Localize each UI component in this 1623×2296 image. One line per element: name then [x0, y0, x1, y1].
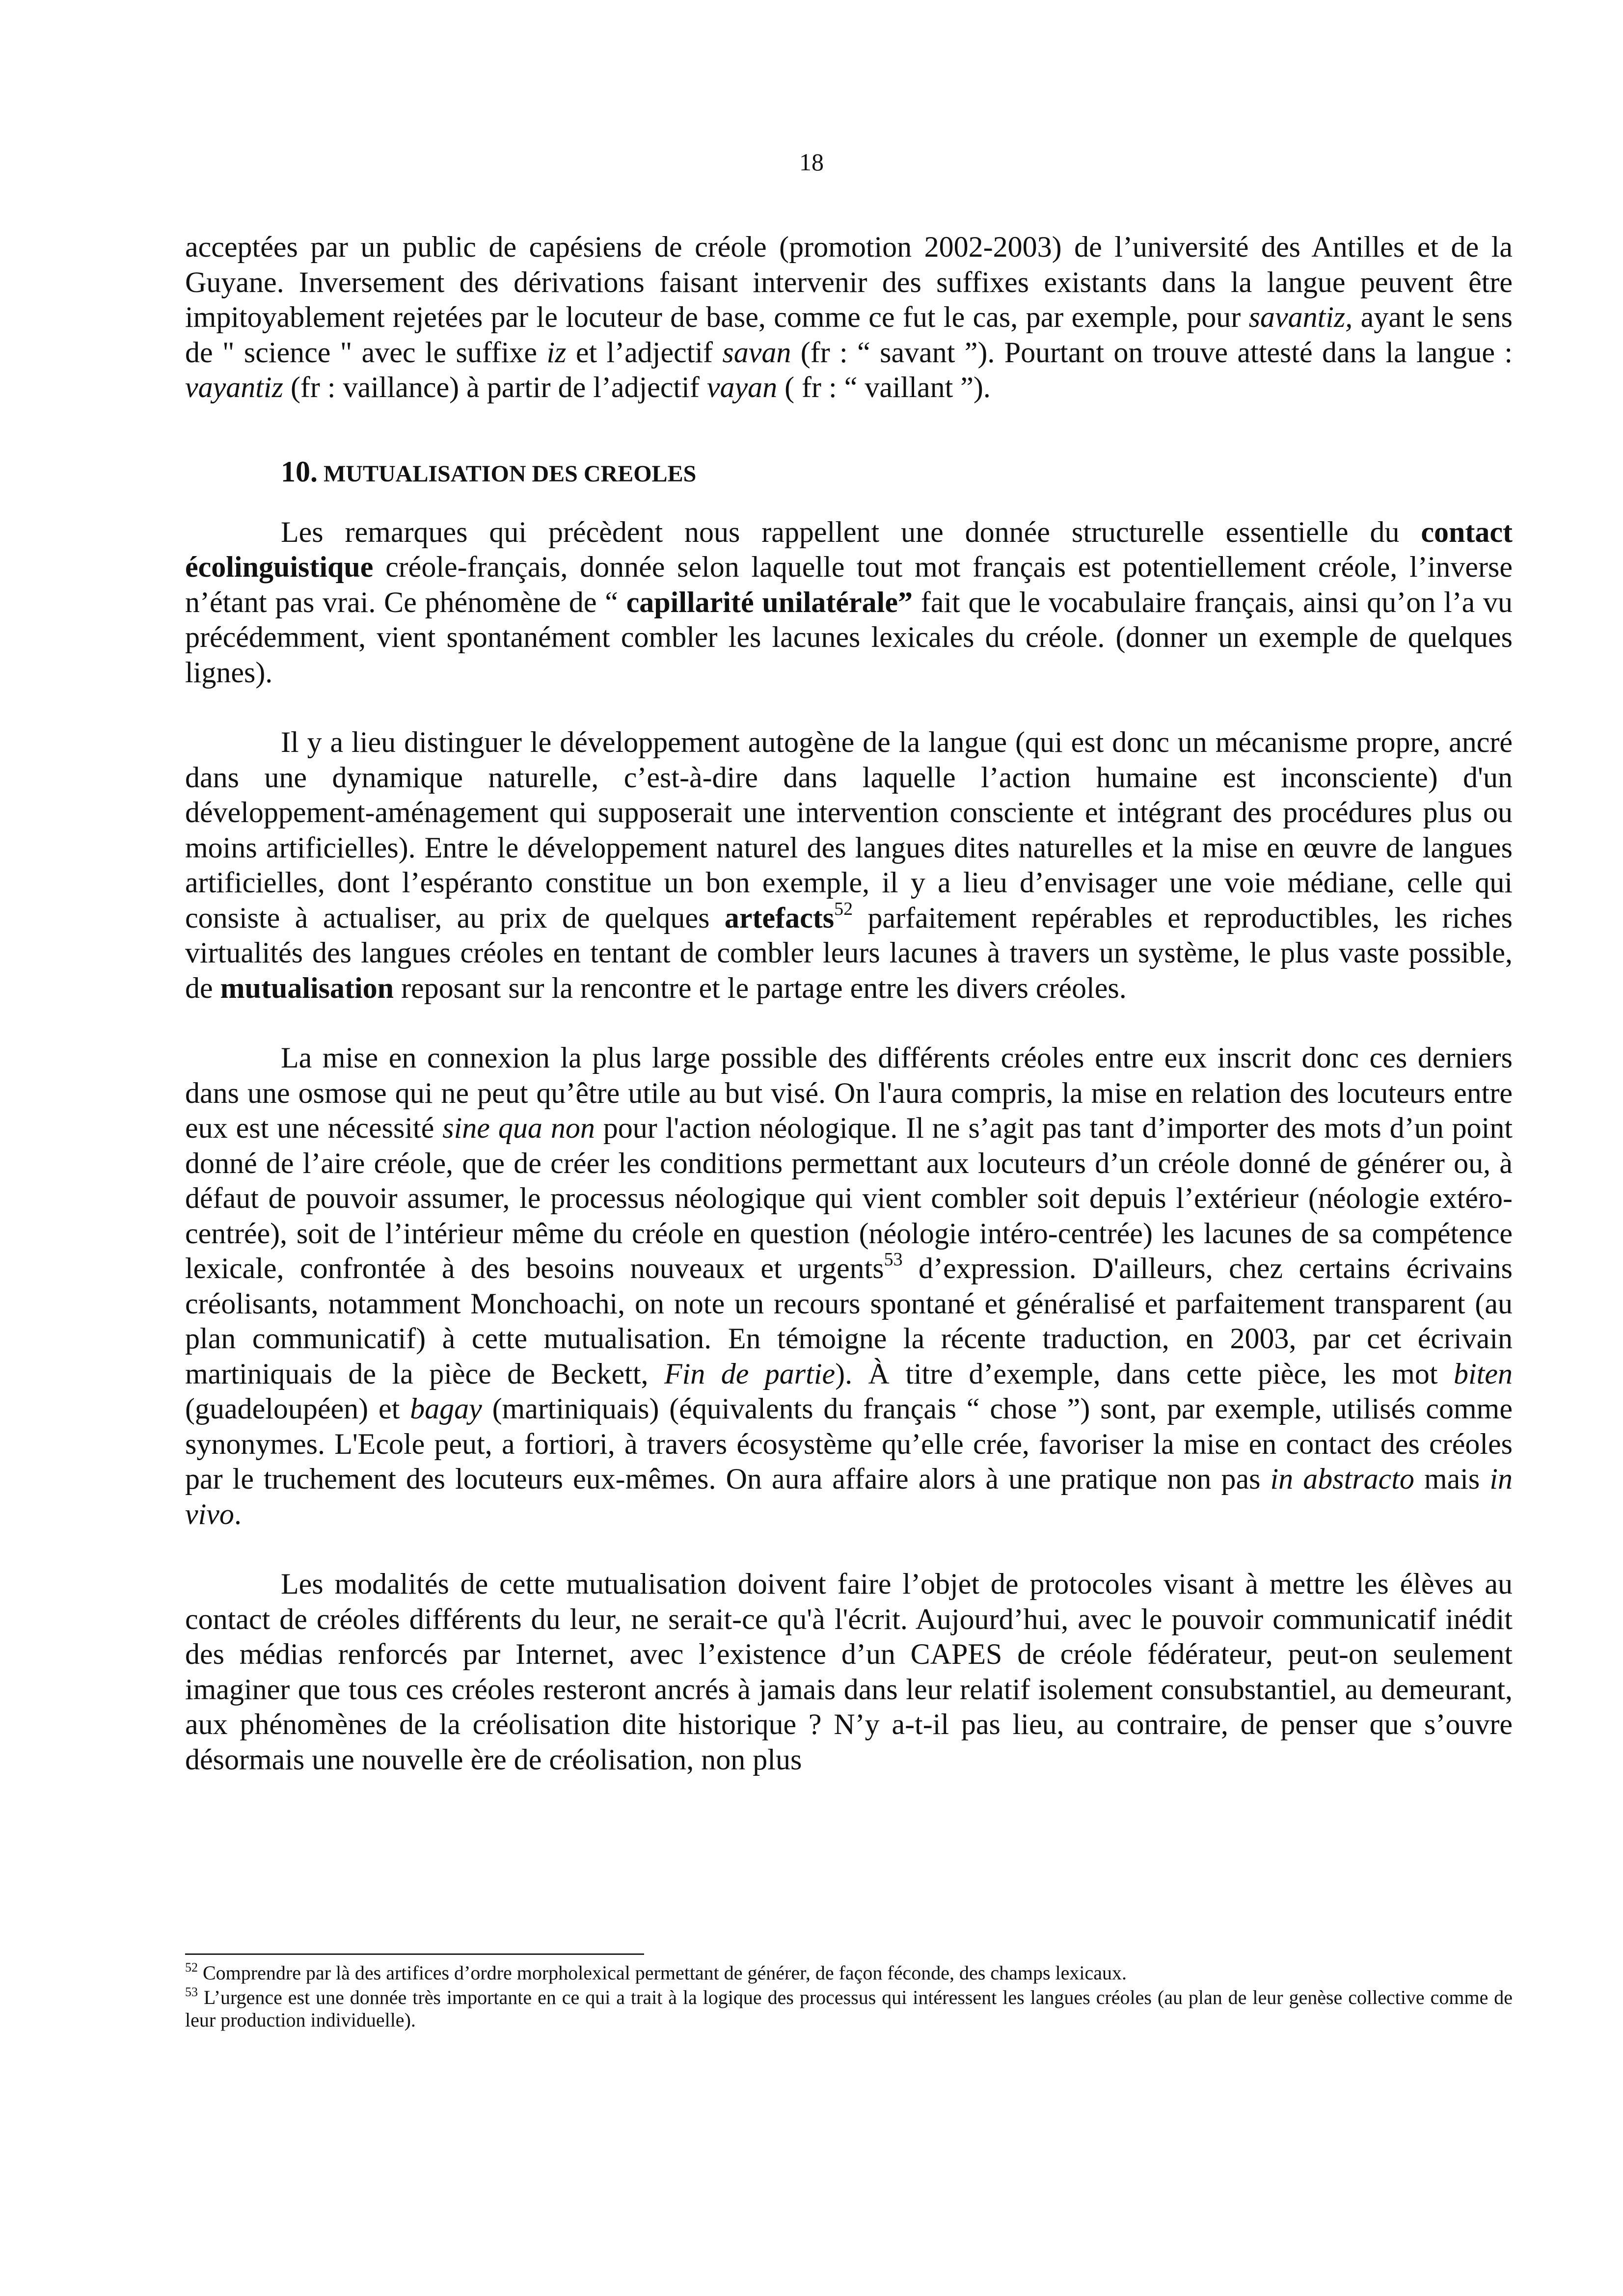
section-number: 10. [281, 455, 318, 488]
body-text [185, 230, 1513, 1777]
italic-term: bagay [410, 1392, 482, 1425]
bold-term: capillarité unilatérale” [626, 586, 913, 618]
footnote-text: L’urgence est une donnée très importante en ce qui a trait à la logique des processus qui intéressent les langues créoles (au plan de leur genèse collective comme de leur production individuelle). [185, 1986, 1513, 2031]
bold-term: contact écolinguistique [185, 515, 1513, 583]
text-run: créole-français, donnée selon laquelle tout mot français est potentiellement créole, l’inverse n’étant pas vrai. Ce phénomène de “ [185, 551, 1513, 618]
text-run: . [234, 1497, 242, 1530]
italic-title: Fin de partie [664, 1357, 836, 1390]
text-run: (martiniquais) (équivalents du français “ chose ”) sont, par exemple, utilisés comme synonymes. L'Ecole peut, a fortiori, à travers écosystème qu’elle crée, favoriser la mise en contact des créoles par le truchement des locuteurs eux-mêmes. On aura affaire alors à une pratique non pas [185, 1392, 1513, 1495]
text-run: ayant le sens de " science " avec le suffixe [185, 301, 1513, 369]
text-run: d’expression. D'ailleurs, chez certains écrivains créolisants, notamment Monchoachi, on note un recours spontané et généralisé et parfaitement transparent (au plan communicatif) à cette mutualisation. En témoigne la récente traduction, en 2003, par cet écrivain martiniquais de la pièce de Beckett, [185, 1252, 1513, 1390]
footnote-divider [185, 1953, 644, 1955]
text-run: fait que le vocabulaire français, ainsi qu’on l’a vu précédemment, vient spontanément combler les lacunes lexicales du créole. (donner un exemple de quelques lignes). [185, 586, 1513, 689]
paragraph-5 [185, 1567, 1513, 1777]
text-run: pour l'action néologique. Il ne s’agit pas tant d’importer des mots d’un point donné de l’aire créole, que de créer les conditions permettant aux locuteurs d’un créole donné de générer ou, à défaut de pouvoir assumer, le processus néologique qui vient combler soit depuis l’extérieur (néologie extéro-centrée), soit de l’intérieur même du créole en question (néologie intéro-centrée) les lacunes de sa compétence lexicale, confrontée à des besoins nouveaux et urgents [185, 1112, 1513, 1284]
text-run: Les modalités de cette mutualisation doivent faire l’objet de protocoles visant à mettre les élèves au contact de créoles différents du leur, ne serait-ce qu'à l'écrit. Aujourd’hui, avec le pouvoir communicatif inédit des médias renforcés par Internet, avec l’existence d’un CAPES de créole fédérateur, peut-on seulement imaginer que tous ces créoles resteront ancrés à jamais dans leur relatif isolement consubstantiel, au demeurant, aux phénomènes de la créolisation dite historique ? N’y a-t-il pas lieu, au contraire, de penser que s’ouvre désormais une nouvelle ère de créolisation, non plus [185, 1568, 1513, 1776]
term-savantiz: savantiz, [1248, 301, 1353, 333]
footnote-text: Comprendre par là des artifices d’ordre morpholexical permettant de générer, de façon féconde, des champs lexicaux. [198, 1962, 1127, 1984]
italic-term: in vivo [185, 1463, 1513, 1530]
paragraph-3 [185, 725, 1513, 1006]
footnote-ref[interactable]: 52 [834, 898, 853, 919]
term-savan: savan [722, 336, 791, 369]
bold-term: artefacts [724, 901, 835, 934]
footnote-number: 52 [185, 1960, 198, 1975]
text-run: reposant sur la rencontre et le partage entre les divers créoles. [394, 971, 1127, 1004]
term-vayan: vayan [706, 371, 778, 403]
text-run: ( fr : “ vaillant ”). [777, 371, 991, 403]
text-run: mais [1414, 1463, 1490, 1495]
paragraph-2 [185, 515, 1513, 691]
footnote-52 [185, 1962, 1513, 1984]
footnote-number: 53 [185, 1985, 198, 1999]
footnote-ref[interactable]: 53 [884, 1249, 903, 1270]
italic-term: biten [1454, 1357, 1513, 1390]
text-run: La mise en connexion la plus large possible des différents créoles entre eux inscrit donc ces derniers dans une osmose qui ne peut qu’être utile au but visé. On l'aura compris, la mise en relation des locuteurs entre eux est une nécessité [185, 1041, 1513, 1144]
text-run: (fr : “ savant ”). Pourtant on trouve attesté dans la langue : [791, 336, 1513, 369]
section-heading [281, 454, 1513, 491]
text-run: (fr : vaillance) à partir de l’adjectif [283, 371, 707, 403]
text-run: Les remarques qui précèdent nous rappellent une donnée structurelle essentielle du [281, 515, 1421, 548]
text-run: et l’adjectif [566, 336, 723, 369]
page-number: 18 [799, 148, 824, 176]
italic-term: in abstracto [1270, 1463, 1414, 1495]
text-run: (guadeloupéen) et [185, 1392, 410, 1425]
text-run: acceptées par un public de capésiens de créole (promotion 2002-2003) de l’université des Antilles et de la Guyane. Inversement des dérivations faisant intervenir des suffixes existants dans la langue peuvent être impitoyablement rejetées par le locuteur de base, comme ce fut le cas, par exemple, pour [185, 231, 1513, 333]
footnotes [185, 1953, 1513, 2033]
paragraph-1 [185, 230, 1513, 405]
text-run: Il y a lieu distinguer le développement autogène de la langue (qui est donc un mécanisme propre, ancré dans une dynamique naturelle, c’est-à-dire dans laquelle l’action humaine est inconsciente) d'un développement-aménagement qui supposerait une intervention consciente et intégrant des procédures plus ou moins artificielles). Entre le développement naturel des langues dites naturelles et la mise en œuvre de langues artificielles, dont l’espéranto constitue un bon exemple, il y a lieu d’envisager une voie médiane, celle qui consiste à actualiser, au prix de quelques [185, 726, 1513, 934]
footnote-53 [185, 1986, 1513, 2031]
italic-term: sine qua non [442, 1112, 595, 1144]
term-vayantiz: vayantiz [185, 371, 283, 403]
term-iz: iz [546, 336, 567, 369]
bold-term: mutualisation [220, 971, 394, 1004]
text-run: ). À titre d’exemple, dans cette pièce, les mot [835, 1357, 1454, 1390]
text-run: parfaitement repérables et reproductibles, les riches virtualités des langues créoles en tentant de combler leurs lacunes à travers un système, le plus vaste possible, de [185, 901, 1513, 1004]
paragraph-4 [185, 1041, 1513, 1532]
section-title: MUTUALISATION DES CREOLES [318, 460, 697, 487]
